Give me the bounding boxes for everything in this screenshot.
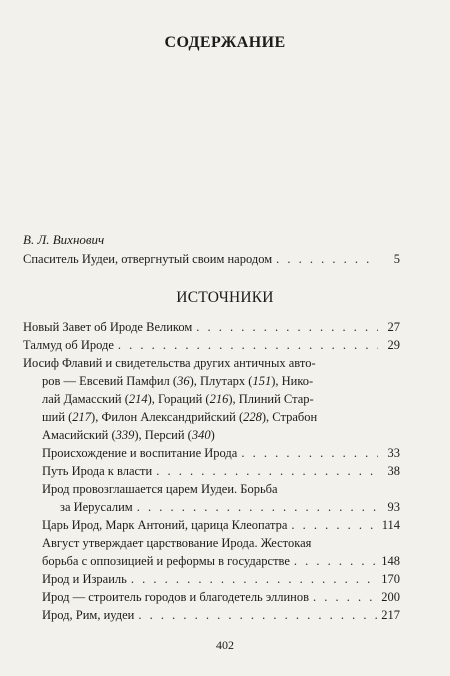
source-page-ref: 228 bbox=[243, 410, 262, 424]
toc-entry bbox=[23, 336, 400, 354]
toc-entry-title: за Иерусалим bbox=[60, 500, 133, 514]
toc-entry-title: Царь Ирод, Марк Антоний, царица Клеопатра bbox=[42, 518, 288, 532]
toc-entry-page: 170 bbox=[381, 572, 400, 586]
source-page-ref: 214 bbox=[128, 392, 148, 406]
leader-dots bbox=[291, 516, 377, 534]
source-page-ref: 216 bbox=[209, 392, 229, 406]
leader-dots bbox=[313, 588, 377, 606]
leader-dots bbox=[196, 318, 378, 336]
source-page-ref: 340 bbox=[191, 428, 211, 442]
josephus-line-2: ров — Евсевий Памфил (36), Плутарх (151), Нико- bbox=[42, 374, 314, 388]
toc-entry-page: 93 bbox=[387, 500, 400, 514]
toc-subentry-line1: Ирод провозглашается царем Иудеи. Борьба bbox=[42, 482, 278, 496]
toc-entry-page: 5 bbox=[393, 252, 400, 266]
toc-entry-title: Ирод, Рим, иудеи bbox=[42, 608, 135, 622]
toc-entry-page: 27 bbox=[387, 320, 400, 334]
section-title: ИСТОЧНИКИ bbox=[176, 289, 274, 306]
leader-dots bbox=[137, 498, 378, 516]
toc-entry-title: Спаситель Иудеи, отвергнутый своим народом bbox=[23, 252, 273, 266]
toc-entry-page: 217 bbox=[381, 608, 400, 622]
toc-entry-intro bbox=[23, 250, 400, 268]
toc-entry-title: Путь Ирода к власти bbox=[42, 464, 153, 478]
intro-author: В. Л. Вихнович bbox=[23, 232, 105, 247]
toc-subentry bbox=[60, 498, 400, 516]
leader-dots bbox=[156, 462, 378, 480]
source-page-ref: 217 bbox=[72, 410, 92, 424]
toc-subentry bbox=[42, 444, 400, 462]
source-page-ref: 151 bbox=[252, 374, 272, 388]
leader-dots bbox=[138, 606, 377, 624]
leader-dots bbox=[276, 250, 378, 268]
leader-dots bbox=[294, 552, 377, 570]
toc-entry-title: Новый Завет об Ироде Великом bbox=[23, 320, 193, 334]
page-title: СОДЕРЖАНИЕ bbox=[164, 34, 286, 51]
toc-entry-page: 148 bbox=[381, 554, 400, 568]
toc-subentry bbox=[42, 462, 400, 480]
leader-dots bbox=[118, 336, 378, 354]
toc-subentry bbox=[42, 516, 400, 534]
josephus-line-5: Амасийский (339), Персий (340) bbox=[42, 428, 215, 442]
toc-entry-page: 29 bbox=[387, 338, 400, 352]
toc-subentry bbox=[42, 552, 400, 570]
toc-subentry bbox=[42, 588, 400, 606]
josephus-line-1: Иосиф Флавий и свидетельства других античных авто- bbox=[23, 356, 316, 370]
toc-entry-title: Ирод и Израиль bbox=[42, 572, 127, 586]
toc-subentry bbox=[42, 606, 400, 624]
toc-entry-page: 33 bbox=[387, 446, 400, 460]
page-number: 402 bbox=[216, 638, 234, 652]
source-page-ref: 339 bbox=[115, 428, 135, 442]
toc-entry-title: Происхождение и воспитание Ирода bbox=[42, 446, 238, 460]
toc-entry-title: Ирод — строитель городов и благодетель эллинов bbox=[42, 590, 310, 604]
toc-entry bbox=[23, 318, 400, 336]
toc-entry-title: борьба с оппозицией и реформы в государстве bbox=[42, 554, 290, 568]
toc-subentry-line1: Август утверждает царствование Ирода. Жестокая bbox=[42, 536, 312, 550]
toc-entry-page: 38 bbox=[387, 464, 400, 478]
toc-subentry bbox=[42, 570, 400, 588]
toc-entry-page: 200 bbox=[381, 590, 400, 604]
source-page-ref: 36 bbox=[177, 374, 190, 388]
toc-entry-title: Талмуд об Ироде bbox=[23, 338, 114, 352]
josephus-line-4: ший (217), Филон Александрийский (228), Страбон bbox=[42, 410, 318, 424]
toc-entry-page: 114 bbox=[381, 518, 400, 532]
leader-dots bbox=[241, 444, 378, 462]
leader-dots bbox=[131, 570, 377, 588]
josephus-line-3: лай Дамасский (214), Гораций (216), Плиний Стар- bbox=[42, 392, 314, 406]
